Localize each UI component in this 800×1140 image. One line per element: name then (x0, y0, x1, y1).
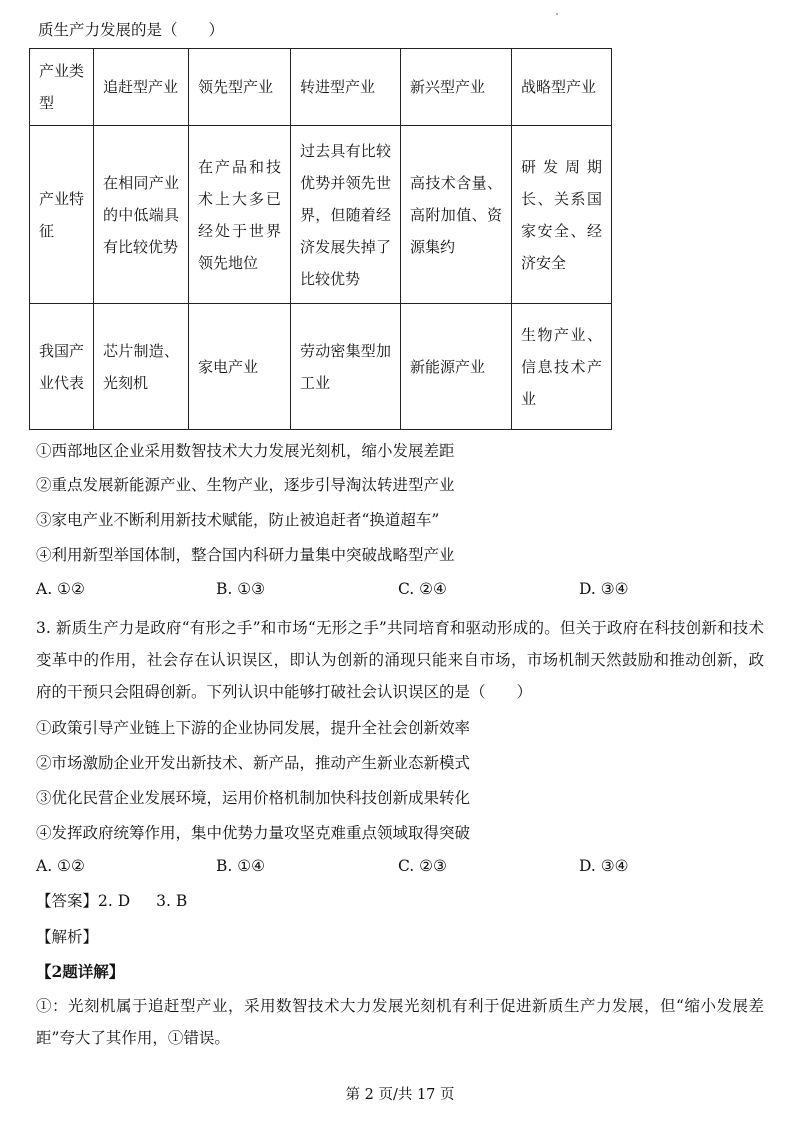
question-3-choices (36, 857, 756, 879)
statement-2: ②市场激励企业开发出新技术、新产品，推动产生新业态新模式 (36, 754, 471, 772)
choice-c: C. ②④ (398, 580, 447, 598)
answer-label: 【答案】 (36, 892, 99, 910)
statement-2: ②重点发展新能源产业、生物产业，逐步引导淘汰转进型产业 (36, 476, 455, 494)
table-row-header (30, 49, 612, 126)
industry-type-table (29, 48, 612, 430)
answer-q2: 2. D (98, 892, 131, 910)
question-2-intro: 质生产力发展的是（ ） (38, 21, 225, 39)
scan-speck (556, 13, 558, 15)
choice-c: C. ②③ (398, 857, 447, 875)
table-row-examples (30, 304, 612, 430)
table-cell: 我国产业代表 (30, 304, 94, 430)
statement-3: ③家电产业不断利用新技术赋能，防止被追赶者“换道超车” (36, 511, 440, 529)
table-cell: 新兴型产业 (401, 49, 512, 126)
answer-line (36, 891, 187, 911)
statement-1: ①政策引导产业链上下游的企业协同发展，提升全社会创新效率 (36, 719, 471, 737)
question-2-choices (36, 580, 756, 602)
table-cell: 研发周期长、关系国家安全、经济安全 (512, 126, 612, 304)
table-cell: 芯片制造、光刻机 (94, 304, 189, 430)
choice-d: D. ③④ (579, 580, 629, 598)
table-cell: 追赶型产业 (94, 49, 189, 126)
statement-4: ④发挥政府统筹作用，集中优势力量攻坚克难重点领域取得突破 (36, 824, 471, 842)
table-cell: 家电产业 (189, 304, 291, 430)
analysis-label: 【解析】 (36, 928, 99, 946)
answer-q3: 3. B (156, 892, 188, 910)
choice-b: B. ①④ (216, 857, 266, 875)
statement-3: ③优化民营企业发展环境，运用价格机制加快科技创新成果转化 (36, 789, 471, 807)
table-cell: 新能源产业 (401, 304, 512, 430)
table-cell: 生物产业、信息技术产业 (512, 304, 612, 430)
table-cell: 在产品和技术上大多已经处于世界领先地位 (189, 126, 291, 304)
question-3-stem: 3. 新质生产力是政府“有形之手”和市场“无形之手”共同培育和驱动形成的。但关于政府在科技创新和技术变革中的作用，社会存在认识误区，即认为创新的涌现只能来自市场，市场机制天然鼓励和推动创新，政府的干预只会阻碍创新。下列认识中能够打破社会认识误区的是（ ） (36, 619, 764, 701)
choice-a: A. ①② (36, 857, 85, 875)
table-cell: 领先型产业 (189, 49, 291, 126)
table-cell: 在相同产业的中低端具有比较优势 (94, 126, 189, 304)
table-cell: 战略型产业 (512, 49, 612, 126)
table-cell: 产业特征 (30, 126, 94, 304)
table-cell: 过去具有比较优势并领先世界，但随着经济发展失掉了比较优势 (291, 126, 401, 304)
table-cell: 劳动密集型加工业 (291, 304, 401, 430)
choice-a: A. ①② (36, 580, 85, 598)
table-row-features (30, 126, 612, 304)
detail-text: ①：光刻机属于追赶型产业，采用数智技术大力发展光刻机有利于促进新质生产力发展，但“缩小发展差距”夸大了其作用，①错误。 (36, 997, 764, 1047)
table-cell: 转进型产业 (291, 49, 401, 126)
statement-1: ①西部地区企业采用数智技术大力发展光刻机，缩小发展差距 (36, 442, 455, 460)
table-cell: 产业类型 (30, 49, 94, 126)
table-cell: 高技术含量、高附加值、资源集约 (401, 126, 512, 304)
detail-heading: 【2题详解】 (36, 962, 125, 981)
choice-b: B. ①③ (216, 580, 266, 598)
choice-d: D. ③④ (579, 857, 629, 875)
page-footer: 第 2 页/共 17 页 (345, 1087, 455, 1103)
statement-4: ④利用新型举国体制，整合国内科研力量集中突破战略型产业 (36, 546, 455, 564)
